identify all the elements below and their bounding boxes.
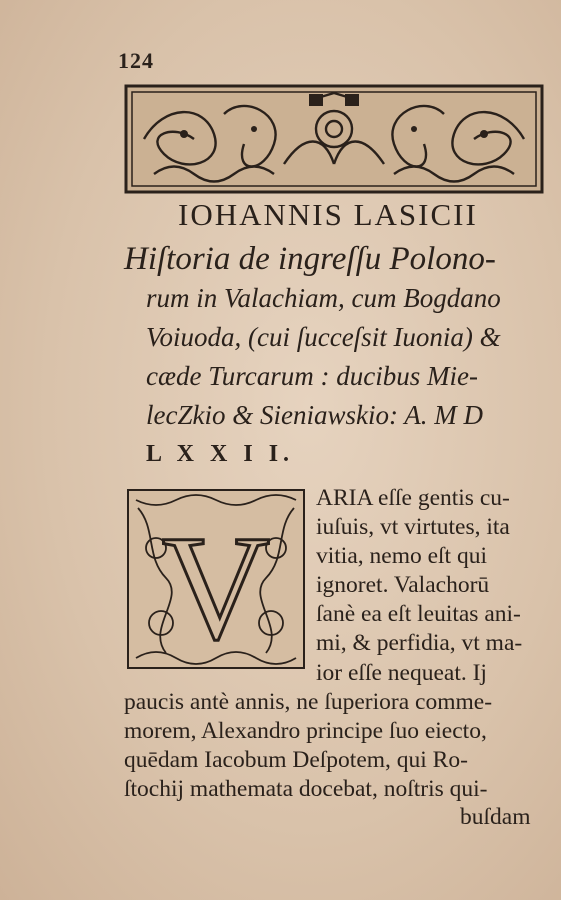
title-line: Voiuoda, (cui ſucceſsit Iuonia) & [146,322,501,352]
initial-letter: V [161,505,271,670]
title-line: cæde Turcarum : ducibus Mie- [146,361,478,391]
catchword: buſdam [460,804,531,830]
page-number: 124 [118,48,154,73]
chapter-title [124,240,544,474]
title-line: lecZkio & Sieniawskio: A. M D [146,400,483,430]
text-line: mi, & perfidia, vt ma- [316,630,523,656]
text-line: ARIA eſſe gentis cu- [316,485,510,511]
title-line: Hiſtoria de ingreſſu Polono- [124,241,496,277]
decorated-initial [126,488,306,670]
ornamental-headpiece [124,84,544,194]
running-head: IOHANNIS LASICII [178,197,478,232]
text-line: iuſuis, vt virtutes, ita [316,514,510,540]
text-line: ſtochij mathemata docebat, noſtris qui- [124,776,488,802]
title-date-line: L X X I I. [146,441,295,467]
text-line: vitia, nemo eſt qui [316,543,487,569]
title-line: rum in Valachiam, cum Bogdano [146,283,501,313]
text-line: morem, Alexandro principe ſuo eiecto, [124,718,487,744]
text-line: ior eſſe nequeat. Ij [316,660,487,686]
text-line: ſanè ea eſt leuitas ani- [316,601,521,627]
text-line: paucis antè annis, ne ſuperiora comme- [124,689,493,715]
text-line: ignoret. Valachorū [316,572,490,598]
text-line: quēdam Iacobum Deſpotem, qui Ro- [124,747,468,773]
